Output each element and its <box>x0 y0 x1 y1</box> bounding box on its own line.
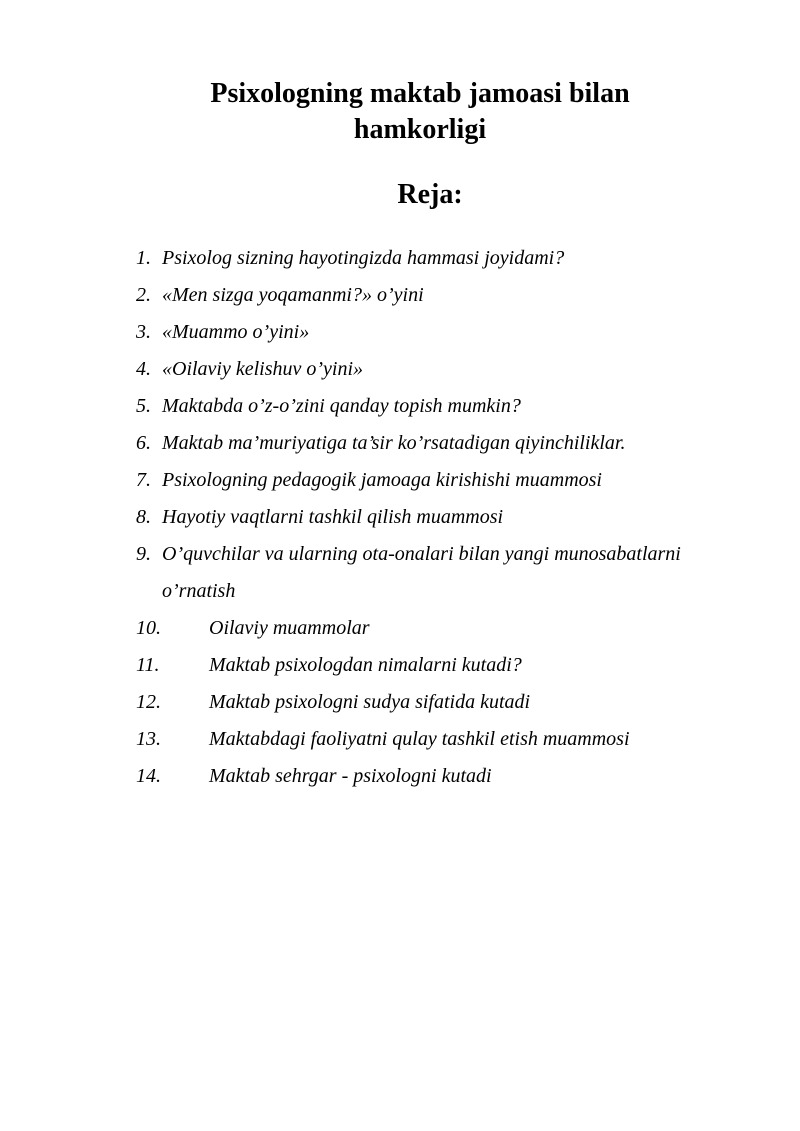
plan-item-number: 10. <box>136 617 161 639</box>
plan-item <box>136 388 756 425</box>
plan-item-text: Psixolog sizning hayotingizda hammasi joyidami? <box>162 247 565 269</box>
plan-item <box>136 314 756 351</box>
plan-item-number: 6. <box>136 432 151 454</box>
plan-item <box>136 647 756 684</box>
plan-item-text: Hayotiy vaqtlarni tashkil qilish muammosi <box>162 506 504 528</box>
plan-item-number: 9. <box>136 543 151 565</box>
plan-item-text: Maktab psixologni sudya sifatida kutadi <box>209 691 531 713</box>
plan-item-text: «Oilaviy kelishuv o’yini» <box>162 358 364 380</box>
title-line-1: Psixologning maktab jamoasi bilan <box>210 78 630 109</box>
plan-item-number: 8. <box>136 506 151 528</box>
plan-item <box>136 721 756 758</box>
plan-item-text: O’quvchilar va ularning ota-onalari bilan yangi munosabatlarni o’rnatish <box>162 543 681 602</box>
plan-item-text: Maktab ma’muriyatiga ta’sir ko’rsatadigan qiyinchiliklar. <box>162 432 626 454</box>
plan-item <box>136 499 756 536</box>
plan-item-number: 2. <box>136 284 151 306</box>
plan-item-text: «Men sizga yoqamanmi?» o’yini <box>162 284 424 306</box>
title-line-2: hamkorligi <box>353 114 487 145</box>
plan-item-number: 14. <box>136 765 161 787</box>
plan-item-text: «Muammo o’yini» <box>162 321 310 343</box>
plan-item-text: Maktab sehrgar - psixologni kutadi <box>209 765 492 787</box>
plan-item <box>136 240 756 277</box>
plan-item-number: 4. <box>136 358 151 380</box>
plan-item-number: 7. <box>136 469 151 491</box>
plan-item <box>136 425 756 462</box>
plan-item-number: 3. <box>136 321 151 343</box>
plan-item <box>136 610 756 647</box>
plan-item-number: 11. <box>136 654 160 676</box>
plan-list <box>136 240 756 795</box>
plan-item <box>136 758 756 795</box>
plan-item-text: Maktabda o’z-o’zini qanday topish mumkin? <box>162 395 521 417</box>
plan-item-number: 1. <box>136 247 151 269</box>
plan-item <box>136 462 756 499</box>
plan-item-text: Maktabdagi faoliyatni qulay tashkil etish muammosi <box>209 728 630 750</box>
plan-item-text: Oilaviy muammolar <box>209 617 370 639</box>
plan-item-number: 12. <box>136 691 161 713</box>
document-title <box>120 76 720 148</box>
plan-item <box>136 351 756 388</box>
plan-item <box>136 277 756 314</box>
plan-item <box>136 684 756 721</box>
plan-item-number: 13. <box>136 728 161 750</box>
plan-item <box>136 536 756 610</box>
plan-item-text: Maktab psixologdan nimalarni kutadi? <box>209 654 522 676</box>
plan-heading: Reja: <box>397 179 463 210</box>
plan-item-number: 5. <box>136 395 151 417</box>
plan-item-text: Psixologning pedagogik jamoaga kirishishi muammosi <box>162 469 602 491</box>
